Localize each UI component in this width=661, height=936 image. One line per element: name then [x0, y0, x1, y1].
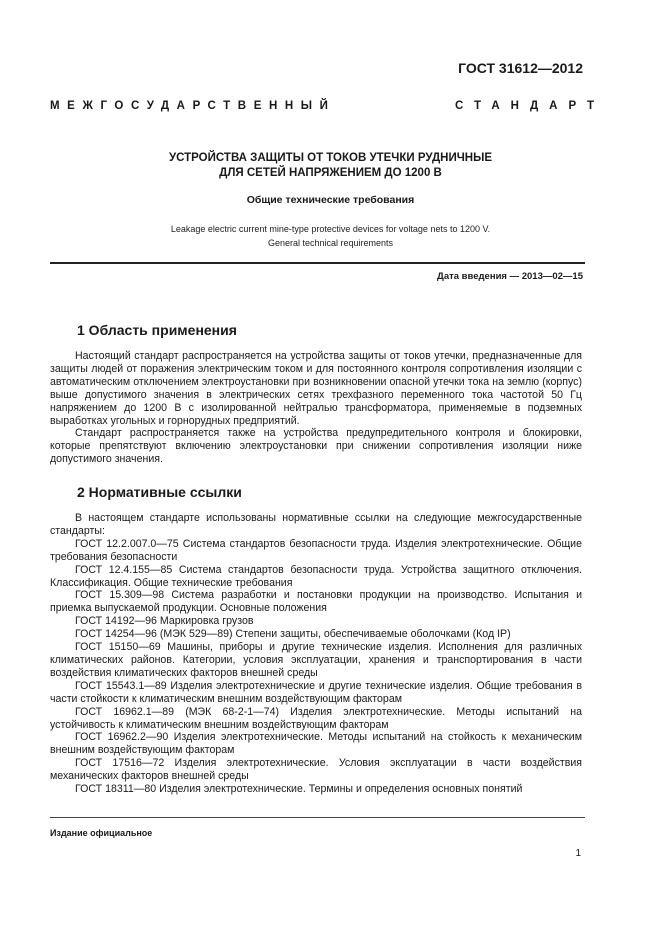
title-divider	[50, 262, 585, 264]
reference-item: ГОСТ 18311—80 Изделия электротехнические. Термины и определения основных понятий	[75, 783, 523, 796]
title-line-2: ДЛЯ СЕТЕЙ НАПРЯЖЕНИЕМ ДО 1200 В	[219, 167, 442, 179]
page-number: 1	[575, 848, 581, 859]
footer-divider	[50, 817, 585, 818]
paragraph: В настоящем стандарте использованы нормативные ссылки на следующие межгосударственные стандарты:	[50, 512, 582, 537]
section-2-heading: 2 Нормативные ссылки	[77, 484, 242, 500]
english-title	[0, 222, 661, 250]
section-1-heading: 1 Область применения	[77, 322, 237, 338]
paragraph: Стандарт распространяется также на устройства предупредительного контроля и блокировки, которые препятствуют включению электроустановки при снижении сопротивления изоляции ниже допустимого значения.	[50, 427, 582, 466]
effective-date: Дата введения — 2013—02—15	[437, 271, 583, 282]
section-2-body	[50, 512, 582, 796]
reference-item: ГОСТ 16962.1—89 (МЭК 68-2-1—74) Изделия электротехнические. Методы испытаний на устойчивость к климатическим внешним воздействующим факторам	[50, 705, 582, 731]
title-line-1: УСТРОЙСТВА ЗАЩИТЫ ОТ ТОКОВ УТЕЧКИ РУДНИЧНЫЕ	[168, 152, 493, 164]
reference-item: ГОСТ 15150—69 Машины, приборы и другие технические изделия. Исполнения для различных климатических районов. Категории, условия эксплуатации, хранения и транспортирования в части воздействия климатических факторов внешней среды	[50, 641, 582, 679]
reference-item: ГОСТ 15543.1—89 Изделия электротехнические и другие технические изделия. Общие требования в части стойкости к климатическим внешним воздействующим факторам	[50, 679, 582, 705]
paragraph: Настоящий стандарт распространяется на устройства защиты от токов утечки, предназначенные для защиты людей от поражения электрическим током и для постоянного контроля сопротивления изоляции с автоматическим отключением электроустановки при возникновении опасной утечки тока на землю (корпус) выше допустимого значения в электрических сетях трехфазного переменного тока частотой 50 Гц напряжением до 1200 В с изолированной нейтралью трансформатора, применяемые в подземных выработках угольных и горнорудных предприятий.	[50, 350, 582, 427]
reference-item: ГОСТ 14254—96 (МЭК 529—89) Степени защиты, обеспечиваемые оболочками (Код IP)	[75, 628, 511, 641]
reference-item: ГОСТ 15.309—98 Система разработки и постановки продукции на производство. Испытания и приемка выпускаемой продукции. Основные положения	[50, 589, 582, 615]
document-subtitle: Общие технические требования	[246, 194, 415, 206]
official-edition-note: Издание официальное	[50, 828, 153, 838]
document-code: ГОСТ 31612—2012	[458, 60, 583, 76]
reference-item: ГОСТ 12.4.155—85 Система стандартов безопасности труда. Устройства защитного отключения. Классификация. Общие технические требования	[50, 563, 582, 589]
banner-word-standard: СТАНДАРТ	[455, 100, 605, 112]
banner-word-interstate: МЕЖГОСУДАРСТВЕННЫЙ	[50, 100, 336, 112]
reference-item: ГОСТ 16962.2—90 Изделия электротехнические. Методы испытаний на стойкость к механическим внешним воздействующим факторам	[50, 731, 582, 757]
english-title-line-2: General technical requirements	[267, 238, 394, 248]
english-title-line-1: Leakage electric current mine-type protective devices for voltage nets to 1200 V.	[170, 224, 491, 234]
reference-item: ГОСТ 14192—96 Маркировка грузов	[75, 615, 254, 628]
reference-item: ГОСТ 12.2.007.0—75 Система стандартов безопасности труда. Изделия электротехнические. Общие требования безопасности	[50, 537, 582, 563]
document-title	[0, 151, 661, 181]
section-1-body	[50, 350, 582, 466]
reference-item: ГОСТ 17516—72 Изделия электротехнические. Условия эксплуатации в части воздействия механических факторов внешней среды	[50, 757, 582, 783]
